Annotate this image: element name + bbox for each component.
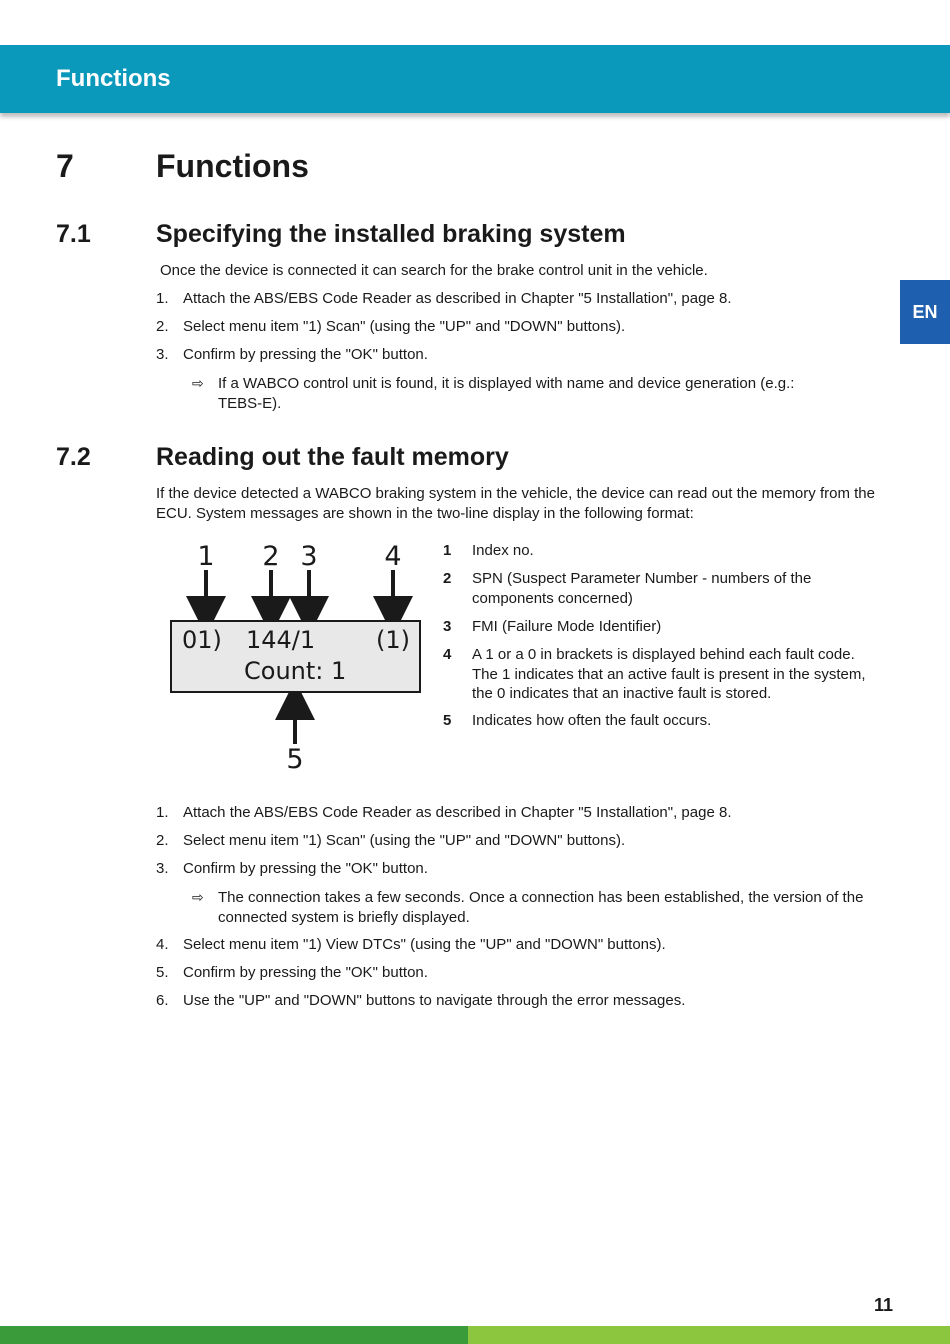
header-title: Functions: [56, 65, 171, 92]
marker-label-3: 3: [300, 541, 318, 572]
step-number: 1.: [156, 290, 169, 307]
display-diagram: [160, 538, 430, 778]
header-bar: [0, 45, 950, 113]
result-arrow-icon: ⇨: [192, 375, 204, 391]
marker-label-2: 2: [262, 541, 280, 572]
legend-text: Index no.: [472, 542, 534, 559]
legend-number: 1: [443, 542, 452, 559]
marker-label-5: 5: [286, 744, 304, 775]
result-arrow-icon: ⇨: [192, 889, 204, 905]
step-text: Use the "UP" and "DOWN" buttons to navigate through the error messages.: [183, 992, 686, 1009]
footer-bar-light: [468, 1326, 950, 1344]
chapter-number: 7: [56, 148, 74, 184]
step-number: 5.: [156, 964, 169, 981]
section-title: Reading out the fault memory: [156, 443, 509, 471]
step-number: 3.: [156, 860, 169, 877]
legend-number: 5: [443, 712, 452, 729]
section-title: Specifying the installed braking system: [156, 220, 626, 248]
chapter-title: Functions: [156, 148, 309, 184]
result-text: If a WABCO control unit is found, it is displayed with name and device generation (e.g.: TEBS-E).: [218, 375, 795, 412]
step-text: Confirm by pressing the "OK" button.: [183, 964, 428, 981]
footer-bar-dark: [0, 1326, 468, 1344]
display-index: 01): [182, 626, 222, 654]
step-text: Confirm by pressing the "OK" button.: [183, 860, 428, 877]
legend-text: Indicates how often the fault occurs.: [472, 712, 712, 729]
step-text: Select menu item "1) Scan" (using the "UP" and "DOWN" buttons).: [183, 832, 626, 849]
legend-text: A 1 or a 0 in brackets is displayed behind each fault code. The 1 indicates that an active fault is present in the system, the 0 indicates that an inactive fault is stored.: [472, 646, 866, 702]
step-text: Attach the ABS/EBS Code Reader as described in Chapter "5 Installation", page 8.: [183, 804, 732, 821]
display-status: (1): [376, 626, 410, 654]
section-number: 7.1: [56, 220, 91, 248]
step-number: 2.: [156, 318, 169, 335]
step-text: Select menu item "1) Scan" (using the "UP" and "DOWN" buttons).: [183, 318, 626, 335]
step-number: 6.: [156, 992, 169, 1009]
page-number: 11: [874, 1295, 894, 1315]
marker-label-4: 4: [384, 541, 402, 572]
language-tab[interactable]: EN: [900, 280, 950, 344]
legend-number: 3: [443, 618, 452, 635]
step-number: 2.: [156, 832, 169, 849]
legend-text: SPN (Suspect Parameter Number - numbers of the components concerned): [472, 570, 812, 607]
section-intro: Once the device is connected it can search for the brake control unit in the vehicle.: [160, 262, 708, 279]
legend-number: 2: [443, 570, 452, 587]
step-text: Select menu item "1) View DTCs" (using the "UP" and "DOWN" buttons).: [183, 936, 666, 953]
section-number: 7.2: [56, 443, 91, 471]
step-number: 3.: [156, 346, 169, 363]
step-text: Confirm by pressing the "OK" button.: [183, 346, 428, 363]
result-text: The connection takes a few seconds. Once a connection has been established, the version of the connected system is briefly displayed.: [218, 889, 864, 926]
display-count: Count: 1: [244, 657, 347, 685]
step-number: 4.: [156, 936, 169, 953]
step-number: 1.: [156, 804, 169, 821]
legend-text: FMI (Failure Mode Identifier): [472, 618, 662, 635]
legend-number: 4: [443, 646, 452, 663]
step-text: Attach the ABS/EBS Code Reader as described in Chapter "5 Installation", page 8.: [183, 290, 732, 307]
marker-label-1: 1: [197, 541, 215, 572]
section-intro: If the device detected a WABCO braking system in the vehicle, the device can read out the memory from the ECU. System messages are shown in the two-line display in the following format:: [156, 485, 875, 522]
display-code: 144/1: [246, 626, 316, 654]
